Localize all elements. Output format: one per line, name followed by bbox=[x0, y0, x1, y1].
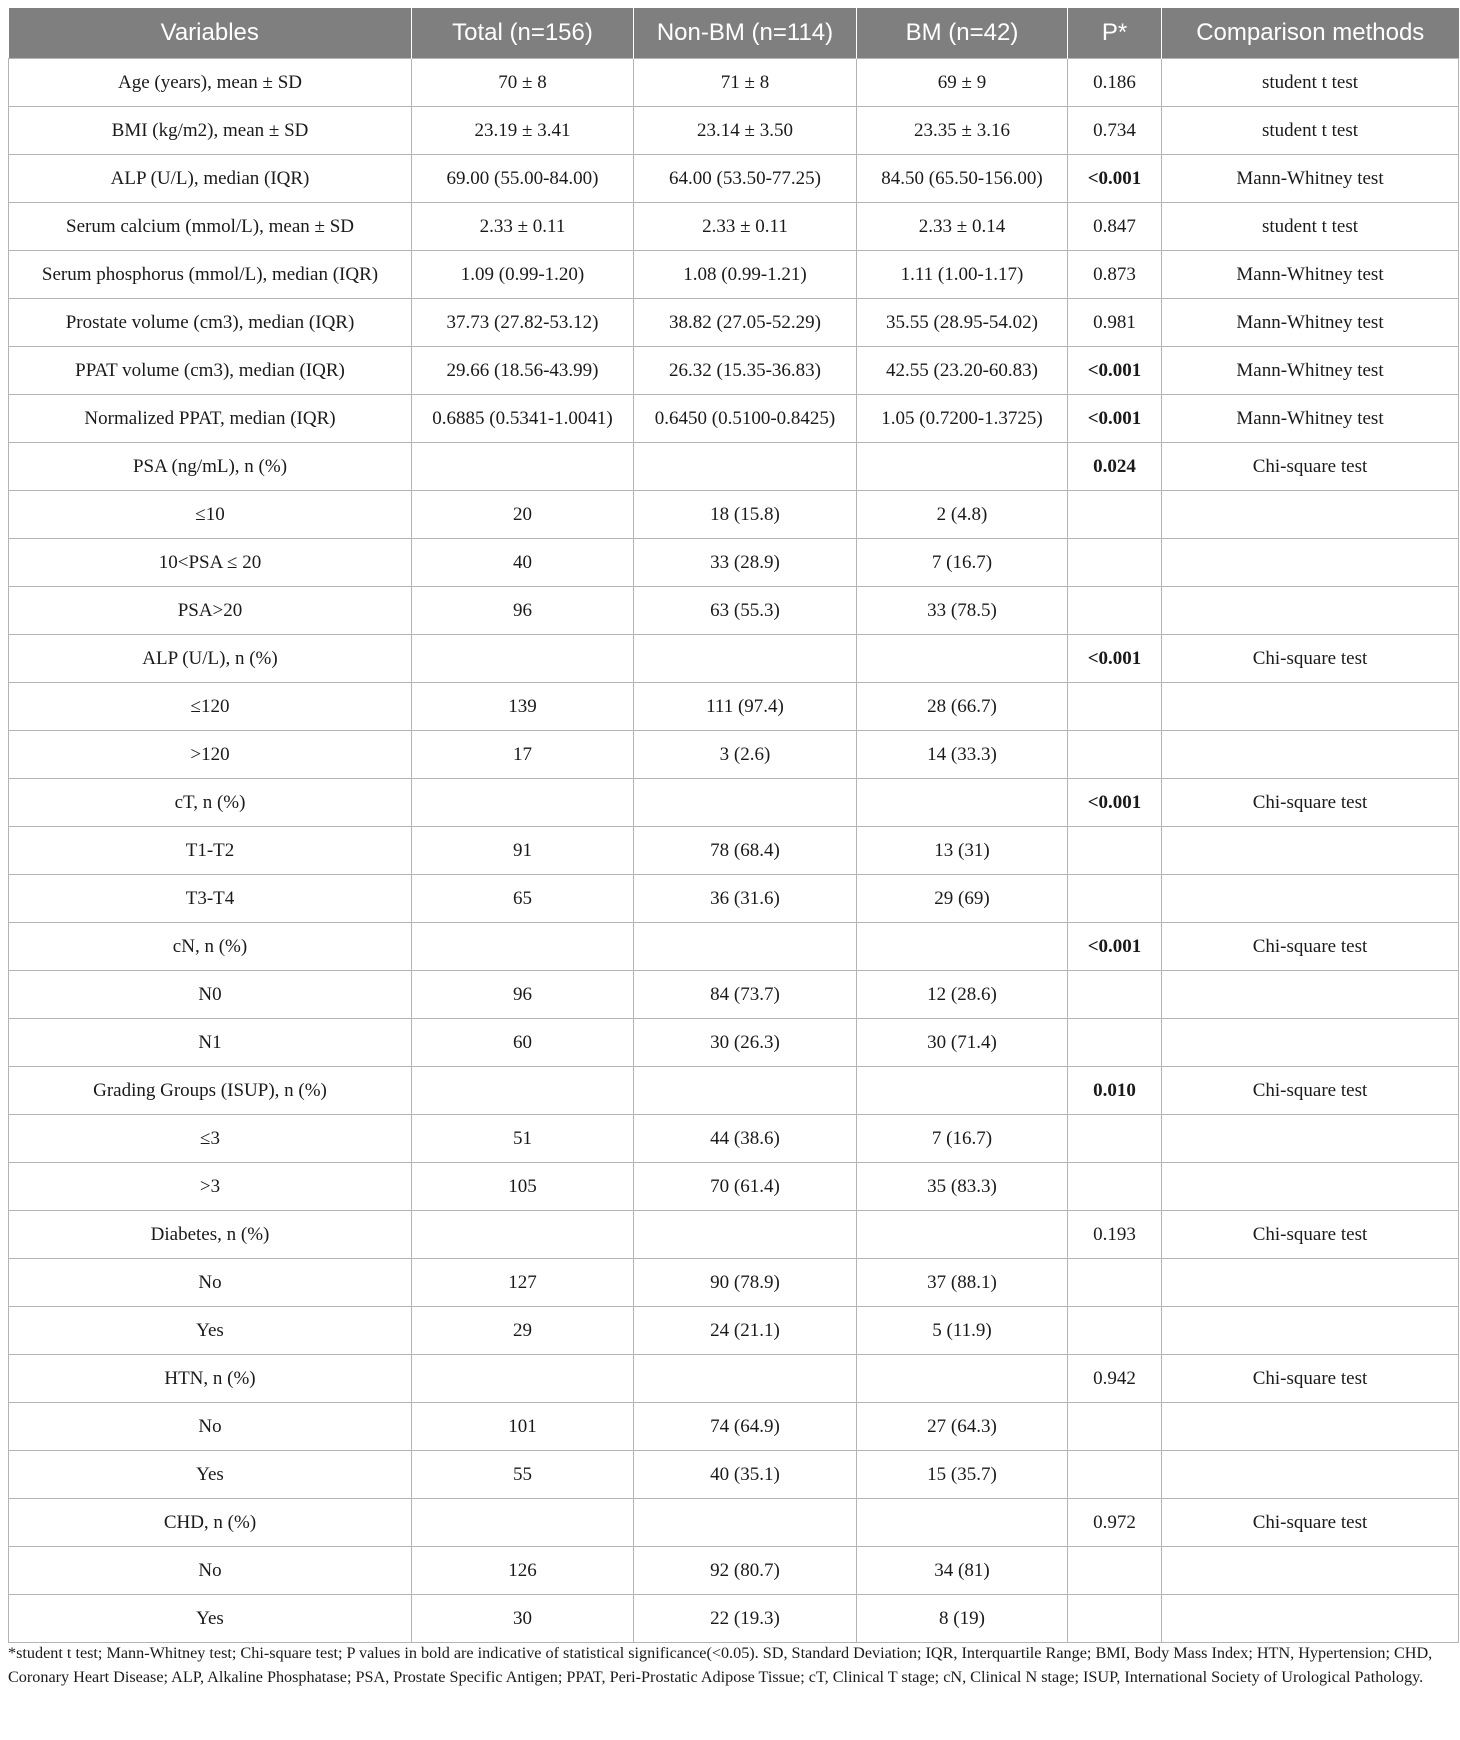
cell-comparison-method: Mann-Whitney test bbox=[1162, 155, 1459, 203]
cell-non-bm: 71 ± 8 bbox=[634, 59, 857, 107]
cell-non-bm bbox=[634, 635, 857, 683]
cell-bm: 27 (64.3) bbox=[857, 1403, 1068, 1451]
cell-variable: ALP (U/L), median (IQR) bbox=[9, 155, 412, 203]
cell-p-value: <0.001 bbox=[1068, 155, 1162, 203]
cell-bm: 13 (31) bbox=[857, 827, 1068, 875]
cell-p-value bbox=[1068, 1451, 1162, 1499]
cell-variable: HTN, n (%) bbox=[9, 1355, 412, 1403]
cell-total: 1.09 (0.99-1.20) bbox=[412, 251, 634, 299]
cell-comparison-method: Chi-square test bbox=[1162, 779, 1459, 827]
cell-bm: 28 (66.7) bbox=[857, 683, 1068, 731]
cell-p-value bbox=[1068, 971, 1162, 1019]
cell-comparison-method bbox=[1162, 1595, 1459, 1643]
table-row bbox=[9, 1595, 1459, 1643]
table-row bbox=[9, 1403, 1459, 1451]
table-row bbox=[9, 923, 1459, 971]
cell-bm: 33 (78.5) bbox=[857, 587, 1068, 635]
cell-total: 105 bbox=[412, 1163, 634, 1211]
cell-bm: 2.33 ± 0.14 bbox=[857, 203, 1068, 251]
characteristics-table bbox=[8, 8, 1459, 1643]
cell-bm: 1.11 (1.00-1.17) bbox=[857, 251, 1068, 299]
cell-non-bm: 26.32 (15.35-36.83) bbox=[634, 347, 857, 395]
cell-variable: N0 bbox=[9, 971, 412, 1019]
cell-bm: 35 (83.3) bbox=[857, 1163, 1068, 1211]
cell-p-value: <0.001 bbox=[1068, 347, 1162, 395]
cell-variable: 10<PSA ≤ 20 bbox=[9, 539, 412, 587]
cell-variable: Serum calcium (mmol/L), mean ± SD bbox=[9, 203, 412, 251]
cell-variable: No bbox=[9, 1259, 412, 1307]
cell-total bbox=[412, 779, 634, 827]
cell-total: 37.73 (27.82-53.12) bbox=[412, 299, 634, 347]
cell-bm: 37 (88.1) bbox=[857, 1259, 1068, 1307]
cell-total: 96 bbox=[412, 587, 634, 635]
table-row bbox=[9, 203, 1459, 251]
cell-total: 30 bbox=[412, 1595, 634, 1643]
cell-comparison-method bbox=[1162, 875, 1459, 923]
table-row bbox=[9, 1259, 1459, 1307]
cell-total: 70 ± 8 bbox=[412, 59, 634, 107]
cell-bm: 29 (69) bbox=[857, 875, 1068, 923]
cell-total: 60 bbox=[412, 1019, 634, 1067]
table-row bbox=[9, 347, 1459, 395]
cell-total: 69.00 (55.00-84.00) bbox=[412, 155, 634, 203]
cell-total: 29 bbox=[412, 1307, 634, 1355]
cell-comparison-method: Chi-square test bbox=[1162, 1499, 1459, 1547]
cell-non-bm bbox=[634, 1211, 857, 1259]
header-total: Total (n=156) bbox=[412, 8, 634, 59]
cell-comparison-method bbox=[1162, 1451, 1459, 1499]
cell-comparison-method: Chi-square test bbox=[1162, 635, 1459, 683]
cell-p-value bbox=[1068, 1163, 1162, 1211]
cell-p-value: 0.186 bbox=[1068, 59, 1162, 107]
table-body bbox=[9, 59, 1459, 1643]
cell-non-bm: 90 (78.9) bbox=[634, 1259, 857, 1307]
cell-bm: 7 (16.7) bbox=[857, 1115, 1068, 1163]
table-row bbox=[9, 1355, 1459, 1403]
table-row bbox=[9, 1019, 1459, 1067]
cell-non-bm: 2.33 ± 0.11 bbox=[634, 203, 857, 251]
table-row bbox=[9, 1115, 1459, 1163]
table-header-row bbox=[9, 8, 1459, 59]
cell-variable: Grading Groups (ISUP), n (%) bbox=[9, 1067, 412, 1115]
table-row bbox=[9, 299, 1459, 347]
table-row bbox=[9, 779, 1459, 827]
cell-total: 51 bbox=[412, 1115, 634, 1163]
cell-p-value bbox=[1068, 1307, 1162, 1355]
cell-total bbox=[412, 1499, 634, 1547]
table-row bbox=[9, 827, 1459, 875]
cell-p-value bbox=[1068, 1259, 1162, 1307]
cell-non-bm: 78 (68.4) bbox=[634, 827, 857, 875]
cell-p-value bbox=[1068, 1115, 1162, 1163]
cell-comparison-method bbox=[1162, 491, 1459, 539]
cell-comparison-method bbox=[1162, 1115, 1459, 1163]
cell-p-value bbox=[1068, 587, 1162, 635]
cell-comparison-method: student t test bbox=[1162, 107, 1459, 155]
cell-p-value: 0.972 bbox=[1068, 1499, 1162, 1547]
table-row bbox=[9, 1211, 1459, 1259]
cell-total: 126 bbox=[412, 1547, 634, 1595]
cell-bm: 5 (11.9) bbox=[857, 1307, 1068, 1355]
header-comparison-methods: Comparison methods bbox=[1162, 8, 1459, 59]
cell-non-bm: 24 (21.1) bbox=[634, 1307, 857, 1355]
table-row bbox=[9, 59, 1459, 107]
cell-non-bm bbox=[634, 779, 857, 827]
table-row bbox=[9, 395, 1459, 443]
table-row bbox=[9, 635, 1459, 683]
cell-non-bm bbox=[634, 923, 857, 971]
cell-bm: 30 (71.4) bbox=[857, 1019, 1068, 1067]
cell-variable: BMI (kg/m2), mean ± SD bbox=[9, 107, 412, 155]
cell-variable: Yes bbox=[9, 1307, 412, 1355]
cell-total bbox=[412, 923, 634, 971]
cell-non-bm: 22 (19.3) bbox=[634, 1595, 857, 1643]
cell-p-value: 0.942 bbox=[1068, 1355, 1162, 1403]
cell-comparison-method bbox=[1162, 683, 1459, 731]
cell-comparison-method bbox=[1162, 1403, 1459, 1451]
table-row bbox=[9, 875, 1459, 923]
cell-variable: Serum phosphorus (mmol/L), median (IQR) bbox=[9, 251, 412, 299]
cell-variable: cT, n (%) bbox=[9, 779, 412, 827]
cell-non-bm: 44 (38.6) bbox=[634, 1115, 857, 1163]
cell-comparison-method: Chi-square test bbox=[1162, 923, 1459, 971]
cell-total: 20 bbox=[412, 491, 634, 539]
cell-comparison-method bbox=[1162, 1163, 1459, 1211]
cell-comparison-method bbox=[1162, 971, 1459, 1019]
cell-comparison-method bbox=[1162, 1547, 1459, 1595]
cell-total: 0.6885 (0.5341-1.0041) bbox=[412, 395, 634, 443]
cell-variable: ≤3 bbox=[9, 1115, 412, 1163]
cell-variable: PPAT volume (cm3), median (IQR) bbox=[9, 347, 412, 395]
header-bm: BM (n=42) bbox=[857, 8, 1068, 59]
cell-bm: 7 (16.7) bbox=[857, 539, 1068, 587]
cell-non-bm: 64.00 (53.50-77.25) bbox=[634, 155, 857, 203]
cell-non-bm: 70 (61.4) bbox=[634, 1163, 857, 1211]
cell-total: 55 bbox=[412, 1451, 634, 1499]
cell-bm bbox=[857, 635, 1068, 683]
cell-non-bm: 1.08 (0.99-1.21) bbox=[634, 251, 857, 299]
cell-p-value: 0.981 bbox=[1068, 299, 1162, 347]
cell-total bbox=[412, 1355, 634, 1403]
cell-non-bm: 74 (64.9) bbox=[634, 1403, 857, 1451]
cell-p-value: 0.024 bbox=[1068, 443, 1162, 491]
cell-variable: T1-T2 bbox=[9, 827, 412, 875]
cell-non-bm: 33 (28.9) bbox=[634, 539, 857, 587]
cell-bm bbox=[857, 1499, 1068, 1547]
cell-total: 29.66 (18.56-43.99) bbox=[412, 347, 634, 395]
cell-bm: 23.35 ± 3.16 bbox=[857, 107, 1068, 155]
cell-comparison-method: Chi-square test bbox=[1162, 1211, 1459, 1259]
cell-non-bm: 18 (15.8) bbox=[634, 491, 857, 539]
cell-variable: ≤120 bbox=[9, 683, 412, 731]
cell-comparison-method: student t test bbox=[1162, 203, 1459, 251]
cell-non-bm bbox=[634, 1067, 857, 1115]
cell-comparison-method: Mann-Whitney test bbox=[1162, 251, 1459, 299]
cell-comparison-method: Mann-Whitney test bbox=[1162, 395, 1459, 443]
cell-bm: 2 (4.8) bbox=[857, 491, 1068, 539]
cell-p-value: 0.010 bbox=[1068, 1067, 1162, 1115]
cell-bm: 84.50 (65.50-156.00) bbox=[857, 155, 1068, 203]
table-container bbox=[8, 8, 1458, 1686]
cell-total bbox=[412, 1211, 634, 1259]
cell-total: 17 bbox=[412, 731, 634, 779]
cell-total: 65 bbox=[412, 875, 634, 923]
cell-bm: 42.55 (23.20-60.83) bbox=[857, 347, 1068, 395]
cell-bm: 15 (35.7) bbox=[857, 1451, 1068, 1499]
cell-bm bbox=[857, 1211, 1068, 1259]
cell-variable: PSA (ng/mL), n (%) bbox=[9, 443, 412, 491]
cell-bm: 8 (19) bbox=[857, 1595, 1068, 1643]
cell-p-value bbox=[1068, 731, 1162, 779]
cell-total: 23.19 ± 3.41 bbox=[412, 107, 634, 155]
cell-p-value: 0.193 bbox=[1068, 1211, 1162, 1259]
cell-variable: ALP (U/L), n (%) bbox=[9, 635, 412, 683]
cell-variable: Prostate volume (cm3), median (IQR) bbox=[9, 299, 412, 347]
table-row bbox=[9, 1499, 1459, 1547]
cell-total: 139 bbox=[412, 683, 634, 731]
cell-p-value: 0.847 bbox=[1068, 203, 1162, 251]
cell-comparison-method: Chi-square test bbox=[1162, 443, 1459, 491]
cell-variable: >3 bbox=[9, 1163, 412, 1211]
cell-p-value: 0.734 bbox=[1068, 107, 1162, 155]
cell-variable: cN, n (%) bbox=[9, 923, 412, 971]
cell-variable: Diabetes, n (%) bbox=[9, 1211, 412, 1259]
cell-variable: CHD, n (%) bbox=[9, 1499, 412, 1547]
cell-p-value bbox=[1068, 1595, 1162, 1643]
cell-non-bm bbox=[634, 1355, 857, 1403]
cell-non-bm: 84 (73.7) bbox=[634, 971, 857, 1019]
cell-comparison-method: Chi-square test bbox=[1162, 1355, 1459, 1403]
cell-total: 101 bbox=[412, 1403, 634, 1451]
cell-p-value: <0.001 bbox=[1068, 635, 1162, 683]
cell-comparison-method bbox=[1162, 1019, 1459, 1067]
table-row bbox=[9, 1547, 1459, 1595]
table-row bbox=[9, 1307, 1459, 1355]
cell-non-bm bbox=[634, 443, 857, 491]
table-row bbox=[9, 539, 1459, 587]
cell-variable: No bbox=[9, 1547, 412, 1595]
cell-variable: ≤10 bbox=[9, 491, 412, 539]
cell-variable: Yes bbox=[9, 1451, 412, 1499]
cell-non-bm: 23.14 ± 3.50 bbox=[634, 107, 857, 155]
cell-p-value bbox=[1068, 539, 1162, 587]
cell-total: 96 bbox=[412, 971, 634, 1019]
cell-variable: >120 bbox=[9, 731, 412, 779]
cell-variable: Age (years), mean ± SD bbox=[9, 59, 412, 107]
table-row bbox=[9, 683, 1459, 731]
cell-non-bm: 30 (26.3) bbox=[634, 1019, 857, 1067]
header-variables: Variables bbox=[9, 8, 412, 59]
table-row bbox=[9, 731, 1459, 779]
table-row bbox=[9, 251, 1459, 299]
cell-comparison-method: Mann-Whitney test bbox=[1162, 299, 1459, 347]
cell-variable: N1 bbox=[9, 1019, 412, 1067]
cell-total: 91 bbox=[412, 827, 634, 875]
cell-bm bbox=[857, 1067, 1068, 1115]
table-row bbox=[9, 443, 1459, 491]
cell-comparison-method bbox=[1162, 587, 1459, 635]
table-row bbox=[9, 491, 1459, 539]
table-row bbox=[9, 587, 1459, 635]
cell-p-value: <0.001 bbox=[1068, 395, 1162, 443]
cell-bm bbox=[857, 1355, 1068, 1403]
cell-non-bm: 111 (97.4) bbox=[634, 683, 857, 731]
cell-non-bm: 0.6450 (0.5100-0.8425) bbox=[634, 395, 857, 443]
cell-non-bm: 63 (55.3) bbox=[634, 587, 857, 635]
cell-non-bm: 36 (31.6) bbox=[634, 875, 857, 923]
cell-total bbox=[412, 1067, 634, 1115]
table-row bbox=[9, 1067, 1459, 1115]
cell-non-bm bbox=[634, 1499, 857, 1547]
table-row bbox=[9, 1163, 1459, 1211]
cell-bm: 14 (33.3) bbox=[857, 731, 1068, 779]
cell-total bbox=[412, 635, 634, 683]
table-row bbox=[9, 107, 1459, 155]
cell-bm: 12 (28.6) bbox=[857, 971, 1068, 1019]
cell-p-value bbox=[1068, 875, 1162, 923]
cell-p-value bbox=[1068, 683, 1162, 731]
cell-bm: 69 ± 9 bbox=[857, 59, 1068, 107]
cell-p-value bbox=[1068, 1547, 1162, 1595]
cell-bm bbox=[857, 443, 1068, 491]
cell-comparison-method: Chi-square test bbox=[1162, 1067, 1459, 1115]
cell-p-value bbox=[1068, 1019, 1162, 1067]
cell-bm: 34 (81) bbox=[857, 1547, 1068, 1595]
header-non-bm: Non-BM (n=114) bbox=[634, 8, 857, 59]
table-row bbox=[9, 155, 1459, 203]
cell-p-value: <0.001 bbox=[1068, 779, 1162, 827]
cell-comparison-method bbox=[1162, 1259, 1459, 1307]
cell-variable: T3-T4 bbox=[9, 875, 412, 923]
cell-total: 127 bbox=[412, 1259, 634, 1307]
table-footnote: *student t test; Mann-Whitney test; Chi-square test; P values in bold are indicative of statistical significance(<0.05). SD, Standard Deviation; IQR, Interquartile Range; BMI, Body Mass Index; HTN, Hypertension; CHD, Coronary Heart Disease; ALP, Alkaline Phosphatase; PSA, Prostate Specific Antigen; PPAT, Peri-Prostatic Adipose Tissue; cT, Clinical T stage; cN, Clinical N stage; ISUP, International Society of Urological Pathology. bbox=[8, 1644, 1433, 1686]
cell-comparison-method bbox=[1162, 731, 1459, 779]
cell-bm: 1.05 (0.7200-1.3725) bbox=[857, 395, 1068, 443]
cell-bm: 35.55 (28.95-54.02) bbox=[857, 299, 1068, 347]
cell-comparison-method: student t test bbox=[1162, 59, 1459, 107]
table-row bbox=[9, 1451, 1459, 1499]
cell-bm bbox=[857, 923, 1068, 971]
cell-p-value bbox=[1068, 1403, 1162, 1451]
header-p-value: P* bbox=[1068, 8, 1162, 59]
cell-comparison-method bbox=[1162, 827, 1459, 875]
cell-comparison-method bbox=[1162, 1307, 1459, 1355]
cell-total: 40 bbox=[412, 539, 634, 587]
cell-p-value: <0.001 bbox=[1068, 923, 1162, 971]
cell-p-value bbox=[1068, 827, 1162, 875]
cell-total bbox=[412, 443, 634, 491]
cell-comparison-method bbox=[1162, 539, 1459, 587]
cell-p-value: 0.873 bbox=[1068, 251, 1162, 299]
cell-variable: PSA>20 bbox=[9, 587, 412, 635]
cell-bm bbox=[857, 779, 1068, 827]
cell-variable: Yes bbox=[9, 1595, 412, 1643]
cell-variable: Normalized PPAT, median (IQR) bbox=[9, 395, 412, 443]
cell-total: 2.33 ± 0.11 bbox=[412, 203, 634, 251]
cell-non-bm: 3 (2.6) bbox=[634, 731, 857, 779]
cell-p-value bbox=[1068, 491, 1162, 539]
cell-non-bm: 38.82 (27.05-52.29) bbox=[634, 299, 857, 347]
cell-variable: No bbox=[9, 1403, 412, 1451]
table-row bbox=[9, 971, 1459, 1019]
cell-comparison-method: Mann-Whitney test bbox=[1162, 347, 1459, 395]
cell-non-bm: 40 (35.1) bbox=[634, 1451, 857, 1499]
cell-non-bm: 92 (80.7) bbox=[634, 1547, 857, 1595]
